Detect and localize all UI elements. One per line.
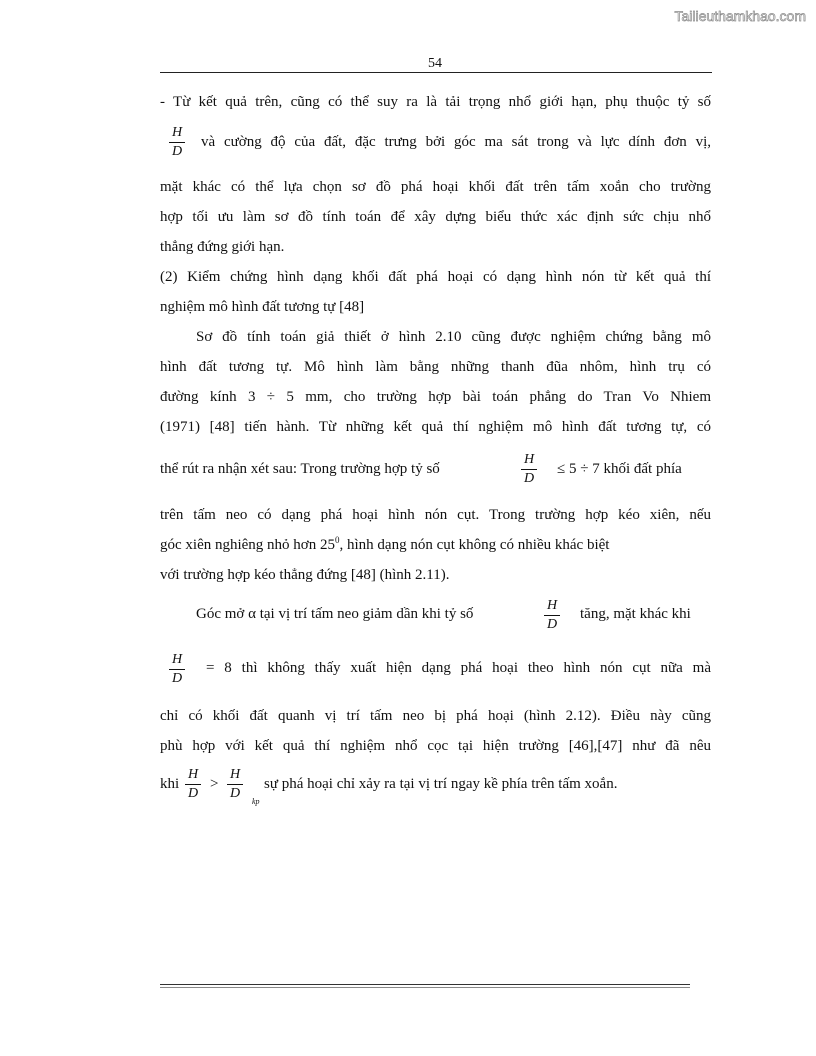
p4-line-4: phù hợp với kết quả thí nghiệm nhổ cọc tại hiện trường [46],[47] như đã nêu xyxy=(160,738,711,754)
footer-rule xyxy=(160,984,690,988)
p3-line-2: hình đất tương tự. Mô hình làm bằng những thanh đũa nhôm, hình trụ có xyxy=(160,359,711,375)
p1-line-4: hợp tối ưu làm sơ đồ tính toán để xây dựng biểu thức xác định sức chịu nhổ xyxy=(160,209,711,225)
p2-line-1: (2) Kiểm chứng hình dạng khối đất phá hoại có dạng hình nón từ kết quả thí xyxy=(160,269,711,285)
p3-line-1: Sơ đồ tính toán giả thiết ở hình 2.10 cũng được nghiệm chứng bằng mô xyxy=(196,329,711,345)
p3-line-5b: ≤ 5 ÷ 7 khối đất phía xyxy=(557,461,682,477)
p3-line-8: với trường hợp kéo thẳng đứng [48] (hình 2.11). xyxy=(160,567,450,583)
p4-line-1b: tăng, mặt khác khi xyxy=(580,606,691,622)
fraction-h-over-d-kp: H D xyxy=(227,767,243,802)
fraction-h-over-d: H D xyxy=(521,452,537,487)
p1-line-2: và cường độ của đất, đặc trưng bởi góc ma sát trong và lực dính đơn vị, xyxy=(201,134,711,150)
watermark: Tailieuthamkhao.com xyxy=(674,8,806,24)
p1-line-3: mặt khác có thể lựa chọn sơ đồ phá hoại khối đất trên tấm xoắn cho trường xyxy=(160,179,711,195)
fraction-h-over-d: H D xyxy=(169,125,185,160)
p3-line-6: trên tấm neo có dạng phá hoại hình nón cụt. Trong trường hợp kéo xiên, nếu xyxy=(160,507,711,523)
p2-line-2: nghiệm mô hình đất tương tự [48] xyxy=(160,299,365,315)
p4-line-2: = 8 thì không thấy xuất hiện dạng phá hoại theo hình nón cụt nữa mà xyxy=(206,660,711,676)
p3-line-4: (1971) [48] tiến hành. Từ những kết quả thí nghiệm mô hình đất tương tự, có xyxy=(160,419,711,435)
p4-line-3: chỉ có khối đất quanh vị trí tấm neo bị phá hoại (hình 2.12). Điều này cũng xyxy=(160,708,711,724)
p1-line-1: - Từ kết quả trên, cũng có thể suy ra là tải trọng nhổ giới hạn, phụ thuộc tỷ số xyxy=(160,94,711,110)
fraction-h-over-d: H D xyxy=(544,598,560,633)
p4-line-1a: Góc mở α tại vị trí tấm neo giảm dần khi tỷ số xyxy=(196,606,474,622)
p4-line-5b: sự phá hoại chỉ xảy ra tại vị trí ngay kề phía trên tấm xoắn. xyxy=(264,776,618,792)
p1-line-5: thẳng đứng giới hạn. xyxy=(160,239,285,255)
p4-line-5a: khi xyxy=(160,776,180,792)
greater-than-sign: > xyxy=(210,776,219,792)
subscript-kp: kp xyxy=(252,797,260,806)
page-number: 54 xyxy=(428,56,442,71)
p3-line-5a: thể rút ra nhận xét sau: Trong trường hợp tỷ số xyxy=(160,461,440,477)
fraction-h-over-d: H D xyxy=(185,767,201,802)
header-rule xyxy=(160,72,712,73)
fraction-h-over-d: H D xyxy=(169,652,185,687)
p3-line-7: góc xiên nghiêng nhỏ hơn $25^0$, hình dạng nón cụt không có nhiều khác biệt xyxy=(160,535,610,553)
p3-line-3: đường kính 3 ÷ 5 mm, cho trường hợp bài toán phẳng do Tran Vo Nhiem xyxy=(160,389,711,405)
